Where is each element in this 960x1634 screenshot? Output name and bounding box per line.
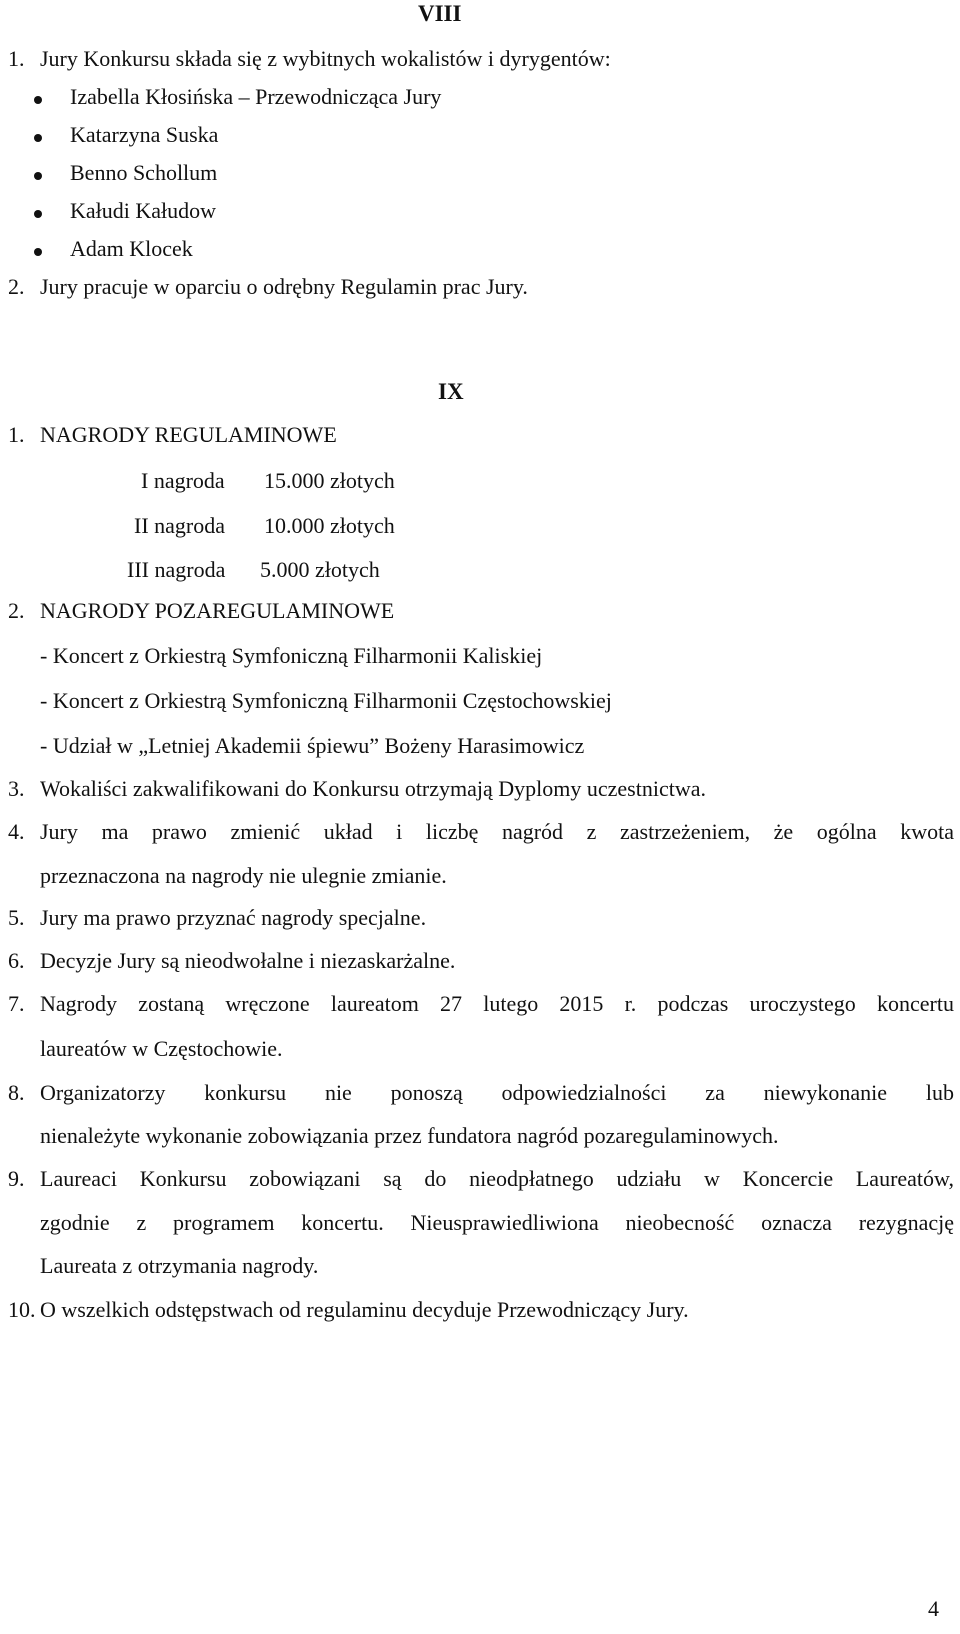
bullet-icon	[34, 172, 42, 180]
item-number: 5.	[8, 905, 25, 930]
extra-prize-item: - Koncert z Orkiestrą Symfoniczną Filharmonii Kaliskiej	[40, 643, 543, 668]
item-number: 10.	[8, 1297, 36, 1322]
laureates-concert-text: Laureaci Konkursu zobowiązani są do nieodpłatnego udziału w Koncercie Laureatów,	[40, 1166, 954, 1191]
item-number: 2.	[8, 274, 25, 299]
item-number: 2.	[8, 598, 25, 623]
item-number: 4.	[8, 819, 25, 844]
prize-label: II nagroda	[134, 513, 226, 538]
item-number: 3.	[8, 776, 25, 801]
jury-member: Kałudi Kałudow	[70, 198, 217, 223]
prize-label: I nagroda	[141, 468, 225, 493]
bullet-icon	[34, 96, 42, 104]
jury-member: Izabella Kłosińska – Przewodnicząca Jury	[70, 84, 442, 109]
bullet-icon	[34, 134, 42, 142]
item-number: 6.	[8, 948, 25, 973]
section-heading-ix: IX	[438, 379, 464, 404]
special-prizes-text: Jury ma prawo przyznać nagrody specjalne.	[40, 905, 427, 930]
award-ceremony-text: Nagrody zostaną wręczone laureatom 27 lutego 2015 r. podczas uroczystego koncertu	[40, 991, 954, 1016]
prize-change-text: Jury ma prawo zmienić układ i liczbę nagród z zastrzeżeniem, że ogólna kwota	[40, 819, 954, 844]
liability-text-cont: nienależyte wykonanie zobowiązania przez fundatora nagród pozaregulaminowych.	[40, 1123, 779, 1148]
jury-member: Adam Klocek	[70, 236, 193, 261]
item-number: 8.	[8, 1080, 25, 1105]
award-ceremony-text-cont: laureatów w Częstochowie.	[40, 1036, 283, 1061]
item-number: 1.	[8, 422, 25, 447]
liability-text: Organizatorzy konkursu nie ponoszą odpowiedzialności za niewykonanie lub	[40, 1080, 954, 1105]
item-number: 9.	[8, 1166, 25, 1191]
item-number: 1.	[8, 46, 25, 71]
section-heading-viii: VIII	[418, 1, 462, 26]
page-number: 4	[928, 1596, 939, 1621]
jury-member: Katarzyna Suska	[70, 122, 219, 147]
extra-prize-item: - Koncert z Orkiestrą Symfoniczną Filharmonii Częstochowskiej	[40, 688, 612, 713]
prize-change-text-cont: przeznaczona na nagrody nie ulegnie zmianie.	[40, 863, 447, 888]
laureates-concert-text-end: Laureata z otrzymania nagrody.	[40, 1253, 319, 1278]
decisions-text: Decyzje Jury są nieodwołalne i niezaskarżalne.	[40, 948, 456, 973]
jury-rules-text: Jury pracuje w oparciu o odrębny Regulamin prac Jury.	[40, 274, 528, 299]
extra-prize-item: - Udział w „Letniej Akademii śpiewu” Bożeny Harasimowicz	[40, 733, 585, 758]
prize-label: III nagroda	[127, 557, 226, 582]
prize-amount: 5.000 złotych	[260, 557, 380, 582]
bullet-icon	[34, 210, 42, 218]
jury-intro-text: Jury Konkursu składa się z wybitnych wokalistów i dyrygentów:	[40, 46, 611, 71]
prize-amount: 15.000 złotych	[264, 468, 395, 493]
regular-prizes-heading: NAGRODY REGULAMINOWE	[40, 422, 337, 447]
item-number: 7.	[8, 991, 25, 1016]
diplomas-text: Wokaliści zakwalifikowani do Konkursu otrzymają Dyplomy uczestnictwa.	[40, 776, 706, 801]
laureates-concert-text-cont: zgodnie z programem koncertu. Nieusprawiedliwiona nieobecność oznacza rezygnację	[40, 1210, 954, 1235]
prize-amount: 10.000 złotych	[264, 513, 395, 538]
exceptions-text: O wszelkich odstępstwach od regulaminu decyduje Przewodniczący Jury.	[40, 1297, 689, 1322]
bullet-icon	[34, 248, 42, 256]
jury-member: Benno Schollum	[70, 160, 218, 185]
extra-prizes-heading: NAGRODY POZAREGULAMINOWE	[40, 598, 395, 623]
